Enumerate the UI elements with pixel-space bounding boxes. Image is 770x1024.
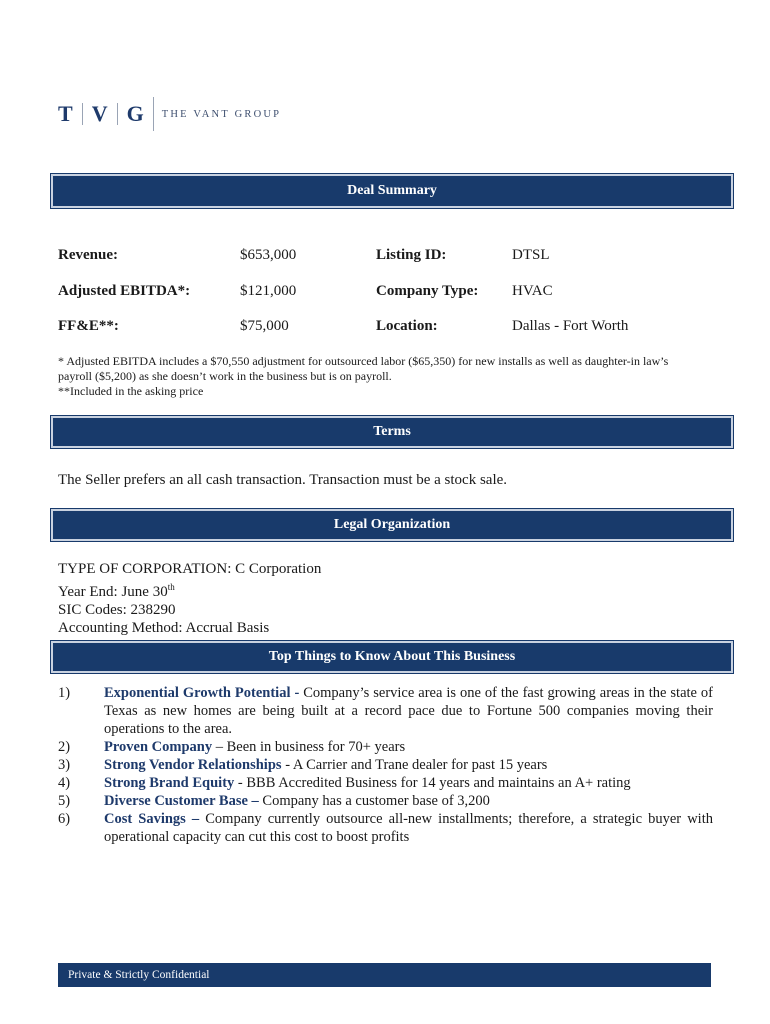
- logo-letter-g: G: [126, 101, 144, 126]
- accounting-method: Accounting Method: Accrual Basis: [58, 620, 270, 636]
- sic-codes: SIC Codes: 238290: [58, 602, 176, 618]
- ffe-label: FF&E**:: [58, 318, 119, 334]
- list-item-title: Strong Brand Equity: [104, 775, 235, 791]
- list-item-text: - A Carrier and Trane dealer for past 15 years: [281, 757, 548, 773]
- logo-letter-v: V: [91, 101, 108, 126]
- list-item-number: 1): [58, 685, 71, 701]
- list-item: [58, 684, 713, 738]
- adjusted-ebitda-value: $121,000: [240, 283, 297, 299]
- location-value: Dallas - Fort Worth: [512, 318, 629, 334]
- company-type-value: HVAC: [512, 283, 553, 299]
- list-item-title: Proven Company: [104, 739, 213, 755]
- logo-divider: [153, 97, 154, 131]
- list-item-text: Company has a customer base of 3,200: [258, 793, 490, 809]
- list-item: [58, 792, 713, 810]
- logo-divider: [117, 103, 118, 125]
- list-item-number: 6): [58, 811, 71, 827]
- ebitda-footnote-line-1: * Adjusted EBITDA includes a $70,550 adjustment for outsourced labor ($65,350) for new installs as well as daughter-in law’s: [58, 354, 669, 368]
- ebitda-footnote: [58, 354, 728, 399]
- list-item-number: 4): [58, 775, 71, 791]
- top-things-list: [58, 684, 713, 846]
- year-end: Year End: June 30th: [58, 582, 175, 600]
- list-item-text: Company currently outsource all-new installments; therefore, a strategic buyer with operational capacity can cut this cost to boost profits: [104, 811, 713, 845]
- legal-organization-details: [58, 560, 321, 637]
- terms-header: Terms: [51, 416, 733, 448]
- list-item-text: – Been in business for 70+ years: [212, 739, 406, 755]
- list-item-text: Company’s service area is one of the fast growing areas in the state of Texas as new homes are being built at a record pace due to Fortune 500 companies moving their operations to the area.: [104, 685, 714, 737]
- logo-company-name: THE VANT GROUP: [161, 108, 282, 120]
- deal-summary-header: Deal Summary: [51, 174, 733, 208]
- confidential-footer: Private & Strictly Confidential: [58, 963, 711, 987]
- ffe-value: $75,000: [240, 318, 289, 334]
- ebitda-footnote-line-2: payroll ($5,200) as she doesn’t work in the business but is on payroll.: [58, 369, 392, 383]
- top-things-header: Top Things to Know About This Business: [51, 641, 733, 673]
- terms-text: The Seller prefers an all cash transaction. Transaction must be a stock sale.: [58, 472, 508, 488]
- list-item-title: Diverse Customer Base –: [104, 793, 259, 809]
- ffe-footnote: **Included in the asking price: [58, 384, 204, 398]
- list-item-title: Cost Savings –: [104, 811, 200, 827]
- corporation-type: TYPE OF CORPORATION: C Corporation: [58, 561, 322, 577]
- listing-id-value: DTSL: [512, 247, 550, 263]
- logo-letter-t: T: [58, 101, 73, 126]
- list-item: [58, 774, 713, 792]
- list-item: [58, 738, 713, 756]
- listing-id-label: Listing ID:: [376, 247, 447, 263]
- list-item-title: Exponential Growth Potential -: [104, 685, 300, 701]
- list-item-number: 3): [58, 757, 71, 773]
- company-type-label: Company Type:: [376, 283, 479, 299]
- list-item-number: 5): [58, 793, 71, 809]
- location-label: Location:: [376, 318, 438, 334]
- adjusted-ebitda-label: Adjusted EBITDA*:: [58, 283, 191, 299]
- legal-organization-header: Legal Organization: [51, 509, 733, 541]
- list-item: [58, 810, 713, 846]
- revenue-value: $653,000: [240, 247, 297, 263]
- tvg-logo: [58, 98, 281, 130]
- list-item-title: Strong Vendor Relationships: [104, 757, 282, 773]
- list-item: [58, 756, 713, 774]
- list-item-text: - BBB Accredited Business for 14 years and maintains an A+ rating: [234, 775, 631, 791]
- logo-divider: [82, 103, 83, 125]
- list-item-number: 2): [58, 739, 71, 755]
- revenue-label: Revenue:: [58, 247, 118, 263]
